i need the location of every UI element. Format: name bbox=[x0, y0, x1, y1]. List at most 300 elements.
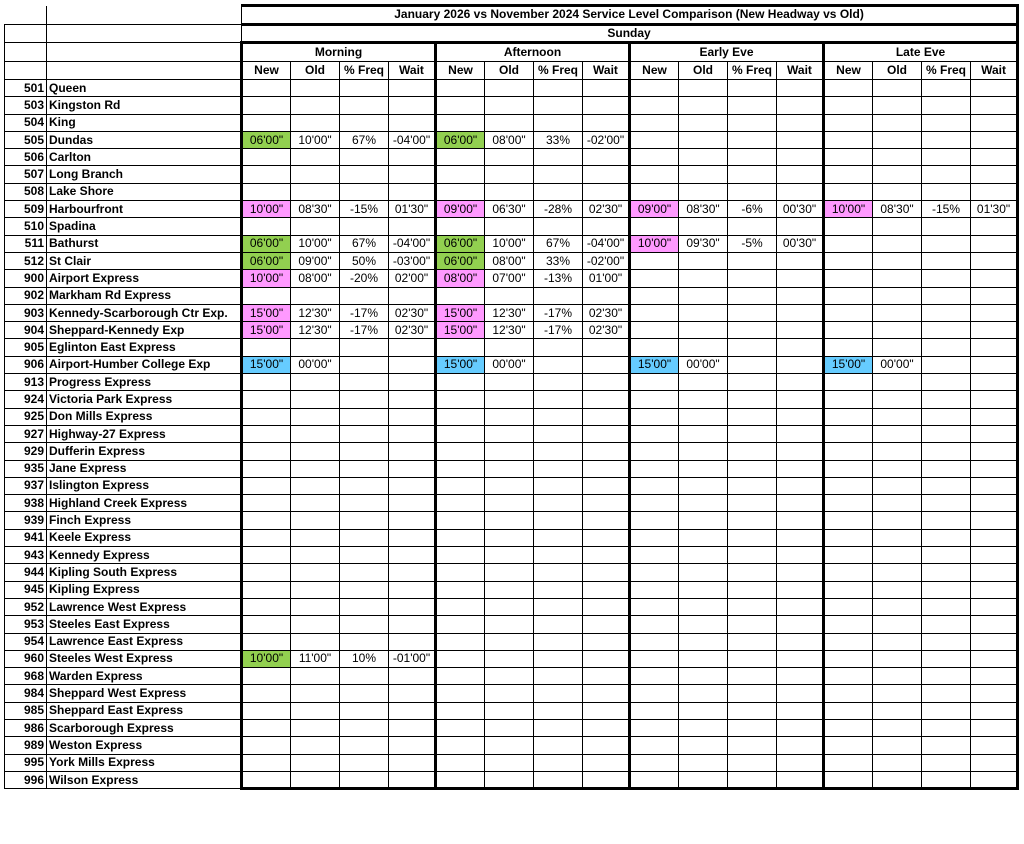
wait-change-cell bbox=[777, 737, 824, 754]
route-number: 905 bbox=[5, 339, 47, 356]
freq-change-cell bbox=[534, 668, 583, 685]
old-headway-cell bbox=[679, 564, 728, 581]
old-headway-cell bbox=[485, 719, 534, 736]
old-headway-cell bbox=[679, 495, 728, 512]
new-headway-cell bbox=[242, 460, 291, 477]
freq-change-cell bbox=[922, 235, 971, 252]
freq-change-cell bbox=[340, 616, 389, 633]
new-headway-cell bbox=[630, 754, 679, 771]
new-headway-cell bbox=[824, 512, 873, 529]
new-headway-cell bbox=[824, 270, 873, 287]
old-headway-cell: 12'30" bbox=[485, 304, 534, 321]
table-row bbox=[5, 754, 1018, 771]
new-headway-cell bbox=[630, 374, 679, 391]
new-headway-cell bbox=[630, 771, 679, 788]
wait-change-cell bbox=[971, 408, 1018, 425]
new-headway-cell: 15'00" bbox=[242, 322, 291, 339]
new-headway-cell bbox=[630, 668, 679, 685]
old-headway-cell bbox=[679, 598, 728, 615]
wait-change-cell bbox=[583, 477, 630, 494]
new-headway-cell bbox=[436, 529, 485, 546]
route-name: St Clair bbox=[47, 252, 242, 269]
wait-change-cell: -04'00" bbox=[583, 235, 630, 252]
old-headway-cell bbox=[485, 581, 534, 598]
freq-change-cell bbox=[534, 754, 583, 771]
corner-cell bbox=[47, 61, 242, 80]
route-number: 906 bbox=[5, 356, 47, 373]
wait-change-cell: 02'00" bbox=[389, 270, 436, 287]
new-headway-cell bbox=[630, 183, 679, 200]
wait-change-cell bbox=[777, 425, 824, 442]
freq-change-cell bbox=[728, 443, 777, 460]
table-row bbox=[5, 339, 1018, 356]
route-number: 511 bbox=[5, 235, 47, 252]
freq-change-cell bbox=[922, 771, 971, 788]
freq-change-cell bbox=[922, 719, 971, 736]
freq-change-cell bbox=[728, 218, 777, 235]
route-number: 509 bbox=[5, 201, 47, 218]
wait-change-cell bbox=[777, 702, 824, 719]
freq-change-cell bbox=[728, 425, 777, 442]
freq-change-cell bbox=[922, 166, 971, 183]
route-name: Eglinton East Express bbox=[47, 339, 242, 356]
new-headway-cell bbox=[824, 252, 873, 269]
new-headway-cell bbox=[242, 564, 291, 581]
route-number: 512 bbox=[5, 252, 47, 269]
new-headway-cell bbox=[630, 149, 679, 166]
old-headway-cell bbox=[485, 685, 534, 702]
new-headway-cell bbox=[824, 460, 873, 477]
wait-change-cell bbox=[583, 529, 630, 546]
route-name: Kennedy-Scarborough Ctr Exp. bbox=[47, 304, 242, 321]
wait-change-cell bbox=[777, 719, 824, 736]
freq-change-cell bbox=[534, 97, 583, 114]
wait-change-cell bbox=[389, 512, 436, 529]
new-headway-cell bbox=[630, 443, 679, 460]
wait-change-cell: 01'30" bbox=[389, 201, 436, 218]
freq-change-cell: -5% bbox=[728, 235, 777, 252]
new-headway-cell bbox=[630, 391, 679, 408]
route-name: Finch Express bbox=[47, 512, 242, 529]
old-headway-cell: 08'30" bbox=[291, 201, 340, 218]
new-headway-cell: 06'00" bbox=[436, 235, 485, 252]
freq-change-cell bbox=[728, 287, 777, 304]
route-name: Sheppard East Express bbox=[47, 702, 242, 719]
wait-change-cell bbox=[583, 356, 630, 373]
freq-change-cell bbox=[340, 443, 389, 460]
old-headway-cell bbox=[679, 304, 728, 321]
freq-change-cell bbox=[340, 668, 389, 685]
wait-change-cell bbox=[971, 633, 1018, 650]
wait-change-cell bbox=[389, 408, 436, 425]
wait-change-cell bbox=[583, 702, 630, 719]
old-headway-cell bbox=[291, 754, 340, 771]
old-headway-cell bbox=[873, 616, 922, 633]
new-headway-cell bbox=[242, 754, 291, 771]
old-headway-cell bbox=[291, 771, 340, 788]
wait-change-cell bbox=[389, 685, 436, 702]
column-header: New bbox=[436, 61, 485, 80]
old-headway-cell bbox=[485, 391, 534, 408]
old-headway-cell bbox=[679, 702, 728, 719]
new-headway-cell bbox=[630, 114, 679, 131]
new-headway-cell bbox=[630, 598, 679, 615]
freq-change-cell bbox=[534, 495, 583, 512]
new-headway-cell bbox=[436, 616, 485, 633]
freq-change-cell bbox=[340, 754, 389, 771]
new-headway-cell bbox=[436, 97, 485, 114]
route-number: 501 bbox=[5, 80, 47, 97]
old-headway-cell bbox=[291, 547, 340, 564]
old-headway-cell bbox=[485, 598, 534, 615]
wait-change-cell bbox=[389, 737, 436, 754]
freq-change-cell bbox=[340, 737, 389, 754]
wait-change-cell bbox=[389, 581, 436, 598]
route-number: 505 bbox=[5, 131, 47, 148]
freq-change-cell bbox=[534, 443, 583, 460]
old-headway-cell bbox=[873, 304, 922, 321]
new-headway-cell bbox=[824, 495, 873, 512]
wait-change-cell: -03'00" bbox=[389, 252, 436, 269]
new-headway-cell bbox=[436, 668, 485, 685]
old-headway-cell bbox=[485, 547, 534, 564]
wait-change-cell bbox=[583, 719, 630, 736]
wait-change-cell bbox=[971, 702, 1018, 719]
period-header: Afternoon bbox=[436, 43, 630, 62]
freq-change-cell bbox=[340, 149, 389, 166]
wait-change-cell bbox=[971, 668, 1018, 685]
old-headway-cell bbox=[679, 149, 728, 166]
new-headway-cell bbox=[242, 218, 291, 235]
route-name: King bbox=[47, 114, 242, 131]
wait-change-cell bbox=[583, 737, 630, 754]
freq-change-cell bbox=[922, 149, 971, 166]
corner-cell bbox=[47, 6, 242, 25]
new-headway-cell bbox=[242, 443, 291, 460]
old-headway-cell: 12'30" bbox=[485, 322, 534, 339]
wait-change-cell bbox=[777, 547, 824, 564]
old-headway-cell bbox=[291, 477, 340, 494]
new-headway-cell: 10'00" bbox=[242, 270, 291, 287]
old-headway-cell bbox=[485, 218, 534, 235]
wait-change-cell bbox=[389, 166, 436, 183]
old-headway-cell: 08'00" bbox=[485, 131, 534, 148]
new-headway-cell bbox=[242, 97, 291, 114]
corner-cell bbox=[5, 6, 47, 25]
route-name: Harbourfront bbox=[47, 201, 242, 218]
column-header: Old bbox=[485, 61, 534, 80]
freq-change-cell bbox=[728, 754, 777, 771]
freq-change-cell bbox=[922, 529, 971, 546]
wait-change-cell bbox=[583, 598, 630, 615]
new-headway-cell bbox=[824, 685, 873, 702]
route-number: 996 bbox=[5, 771, 47, 788]
new-headway-cell bbox=[824, 374, 873, 391]
freq-change-cell: 50% bbox=[340, 252, 389, 269]
old-headway-cell bbox=[873, 512, 922, 529]
column-header: % Freq bbox=[534, 61, 583, 80]
new-headway-cell bbox=[436, 374, 485, 391]
route-name: Sheppard West Express bbox=[47, 685, 242, 702]
old-headway-cell bbox=[873, 391, 922, 408]
new-headway-cell bbox=[630, 702, 679, 719]
wait-change-cell bbox=[583, 650, 630, 667]
route-number: 507 bbox=[5, 166, 47, 183]
wait-change-cell bbox=[971, 443, 1018, 460]
new-headway-cell bbox=[630, 719, 679, 736]
wait-change-cell bbox=[389, 616, 436, 633]
freq-change-cell bbox=[728, 616, 777, 633]
new-headway-cell bbox=[436, 218, 485, 235]
old-headway-cell bbox=[873, 702, 922, 719]
new-headway-cell bbox=[436, 80, 485, 97]
freq-change-cell bbox=[922, 581, 971, 598]
new-headway-cell bbox=[242, 668, 291, 685]
wait-change-cell bbox=[971, 356, 1018, 373]
old-headway-cell bbox=[485, 529, 534, 546]
wait-change-cell bbox=[777, 131, 824, 148]
freq-change-cell bbox=[534, 771, 583, 788]
old-headway-cell bbox=[873, 131, 922, 148]
new-headway-cell bbox=[630, 495, 679, 512]
wait-change-cell bbox=[971, 270, 1018, 287]
corner-cell bbox=[5, 24, 47, 43]
new-headway-cell bbox=[242, 512, 291, 529]
route-name: Kipling South Express bbox=[47, 564, 242, 581]
old-headway-cell bbox=[873, 477, 922, 494]
route-name: Keele Express bbox=[47, 529, 242, 546]
new-headway-cell bbox=[242, 339, 291, 356]
freq-change-cell bbox=[534, 719, 583, 736]
wait-change-cell bbox=[971, 218, 1018, 235]
new-headway-cell: 08'00" bbox=[436, 270, 485, 287]
freq-change-cell bbox=[534, 633, 583, 650]
wait-change-cell bbox=[777, 754, 824, 771]
new-headway-cell bbox=[630, 685, 679, 702]
old-headway-cell: 07'00" bbox=[485, 270, 534, 287]
wait-change-cell bbox=[389, 80, 436, 97]
freq-change-cell bbox=[534, 374, 583, 391]
freq-change-cell: 33% bbox=[534, 252, 583, 269]
freq-change-cell bbox=[728, 512, 777, 529]
freq-change-cell bbox=[534, 356, 583, 373]
wait-change-cell: 02'30" bbox=[389, 304, 436, 321]
wait-change-cell bbox=[777, 356, 824, 373]
old-headway-cell: 06'30" bbox=[485, 201, 534, 218]
new-headway-cell bbox=[242, 737, 291, 754]
old-headway-cell bbox=[873, 443, 922, 460]
old-headway-cell bbox=[679, 270, 728, 287]
old-headway-cell bbox=[485, 339, 534, 356]
old-headway-cell bbox=[485, 408, 534, 425]
freq-change-cell bbox=[728, 356, 777, 373]
route-number: 939 bbox=[5, 512, 47, 529]
wait-change-cell bbox=[777, 633, 824, 650]
new-headway-cell bbox=[242, 425, 291, 442]
freq-change-cell: 67% bbox=[340, 131, 389, 148]
freq-change-cell bbox=[340, 114, 389, 131]
table-row bbox=[5, 201, 1018, 218]
route-number: 944 bbox=[5, 564, 47, 581]
wait-change-cell: -01'00" bbox=[389, 650, 436, 667]
wait-change-cell: 02'30" bbox=[583, 201, 630, 218]
wait-change-cell bbox=[971, 425, 1018, 442]
old-headway-cell bbox=[873, 529, 922, 546]
corner-cell bbox=[47, 43, 242, 62]
period-header: Morning bbox=[242, 43, 436, 62]
freq-change-cell bbox=[534, 408, 583, 425]
new-headway-cell: 15'00" bbox=[824, 356, 873, 373]
new-headway-cell bbox=[436, 754, 485, 771]
old-headway-cell bbox=[679, 650, 728, 667]
old-headway-cell bbox=[485, 80, 534, 97]
old-headway-cell bbox=[679, 460, 728, 477]
freq-change-cell bbox=[922, 374, 971, 391]
corner-cell bbox=[5, 61, 47, 80]
freq-change-cell: -6% bbox=[728, 201, 777, 218]
wait-change-cell bbox=[583, 374, 630, 391]
service-level-table bbox=[4, 4, 1019, 790]
table-title: January 2026 vs November 2024 Service Level Comparison (New Headway vs Old) bbox=[242, 6, 1018, 25]
freq-change-cell bbox=[922, 443, 971, 460]
old-headway-cell bbox=[873, 114, 922, 131]
new-headway-cell bbox=[824, 408, 873, 425]
wait-change-cell bbox=[389, 477, 436, 494]
new-headway-cell bbox=[824, 218, 873, 235]
freq-change-cell bbox=[922, 183, 971, 200]
wait-change-cell bbox=[583, 754, 630, 771]
route-name: Dufferin Express bbox=[47, 443, 242, 460]
new-headway-cell bbox=[630, 425, 679, 442]
route-name: Long Branch bbox=[47, 166, 242, 183]
old-headway-cell bbox=[679, 633, 728, 650]
new-headway-cell bbox=[824, 702, 873, 719]
new-headway-cell bbox=[824, 304, 873, 321]
route-number: 900 bbox=[5, 270, 47, 287]
freq-change-cell bbox=[728, 304, 777, 321]
old-headway-cell bbox=[291, 149, 340, 166]
table-row bbox=[5, 287, 1018, 304]
old-headway-cell bbox=[291, 460, 340, 477]
freq-change-cell bbox=[534, 564, 583, 581]
old-headway-cell bbox=[873, 460, 922, 477]
freq-change-cell bbox=[922, 598, 971, 615]
freq-change-cell bbox=[340, 287, 389, 304]
old-headway-cell bbox=[291, 668, 340, 685]
old-headway-cell bbox=[291, 114, 340, 131]
old-headway-cell bbox=[679, 287, 728, 304]
old-headway-cell bbox=[485, 771, 534, 788]
freq-change-cell bbox=[728, 598, 777, 615]
freq-change-cell bbox=[922, 356, 971, 373]
route-number: 984 bbox=[5, 685, 47, 702]
wait-change-cell bbox=[389, 529, 436, 546]
route-name: Jane Express bbox=[47, 460, 242, 477]
table-row bbox=[5, 408, 1018, 425]
new-headway-cell bbox=[436, 771, 485, 788]
wait-change-cell bbox=[971, 547, 1018, 564]
old-headway-cell bbox=[485, 650, 534, 667]
wait-change-cell bbox=[583, 512, 630, 529]
freq-change-cell bbox=[340, 598, 389, 615]
new-headway-cell bbox=[824, 616, 873, 633]
freq-change-cell bbox=[534, 114, 583, 131]
freq-change-cell bbox=[922, 702, 971, 719]
route-name: Bathurst bbox=[47, 235, 242, 252]
wait-change-cell bbox=[777, 616, 824, 633]
table-row bbox=[5, 650, 1018, 667]
new-headway-cell bbox=[242, 598, 291, 615]
old-headway-cell bbox=[679, 131, 728, 148]
freq-change-cell bbox=[728, 131, 777, 148]
table-row bbox=[5, 598, 1018, 615]
new-headway-cell bbox=[436, 166, 485, 183]
new-headway-cell bbox=[242, 391, 291, 408]
freq-change-cell bbox=[340, 97, 389, 114]
route-number: 960 bbox=[5, 650, 47, 667]
freq-change-cell bbox=[340, 495, 389, 512]
new-headway-cell bbox=[630, 529, 679, 546]
wait-change-cell bbox=[389, 356, 436, 373]
wait-change-cell bbox=[389, 149, 436, 166]
table-row bbox=[5, 149, 1018, 166]
old-headway-cell bbox=[679, 339, 728, 356]
table-row bbox=[5, 771, 1018, 788]
old-headway-cell bbox=[873, 166, 922, 183]
wait-change-cell bbox=[389, 374, 436, 391]
wait-change-cell bbox=[389, 443, 436, 460]
route-name: Airport Express bbox=[47, 270, 242, 287]
route-name: Spadina bbox=[47, 218, 242, 235]
new-headway-cell bbox=[824, 322, 873, 339]
table-row bbox=[5, 235, 1018, 252]
route-name: Scarborough Express bbox=[47, 719, 242, 736]
new-headway-cell: 06'00" bbox=[242, 252, 291, 269]
freq-change-cell bbox=[728, 97, 777, 114]
freq-change-cell bbox=[728, 339, 777, 356]
freq-change-cell bbox=[534, 581, 583, 598]
freq-change-cell bbox=[922, 131, 971, 148]
wait-change-cell bbox=[389, 460, 436, 477]
route-number: 968 bbox=[5, 668, 47, 685]
route-number: 913 bbox=[5, 374, 47, 391]
old-headway-cell bbox=[485, 114, 534, 131]
freq-change-cell: -13% bbox=[534, 270, 583, 287]
wait-change-cell bbox=[777, 581, 824, 598]
new-headway-cell bbox=[824, 719, 873, 736]
new-headway-cell bbox=[436, 564, 485, 581]
freq-change-cell: -20% bbox=[340, 270, 389, 287]
table-row bbox=[5, 131, 1018, 148]
freq-change-cell bbox=[340, 425, 389, 442]
wait-change-cell bbox=[777, 322, 824, 339]
wait-change-cell bbox=[583, 616, 630, 633]
wait-change-cell bbox=[583, 80, 630, 97]
wait-change-cell bbox=[777, 408, 824, 425]
wait-change-cell bbox=[971, 650, 1018, 667]
old-headway-cell bbox=[291, 702, 340, 719]
new-headway-cell bbox=[436, 581, 485, 598]
freq-change-cell bbox=[534, 547, 583, 564]
table-row bbox=[5, 495, 1018, 512]
freq-change-cell bbox=[534, 529, 583, 546]
freq-change-cell bbox=[728, 460, 777, 477]
old-headway-cell bbox=[873, 408, 922, 425]
route-number: 943 bbox=[5, 547, 47, 564]
old-headway-cell: 09'00" bbox=[291, 252, 340, 269]
old-headway-cell bbox=[873, 97, 922, 114]
new-headway-cell bbox=[824, 547, 873, 564]
